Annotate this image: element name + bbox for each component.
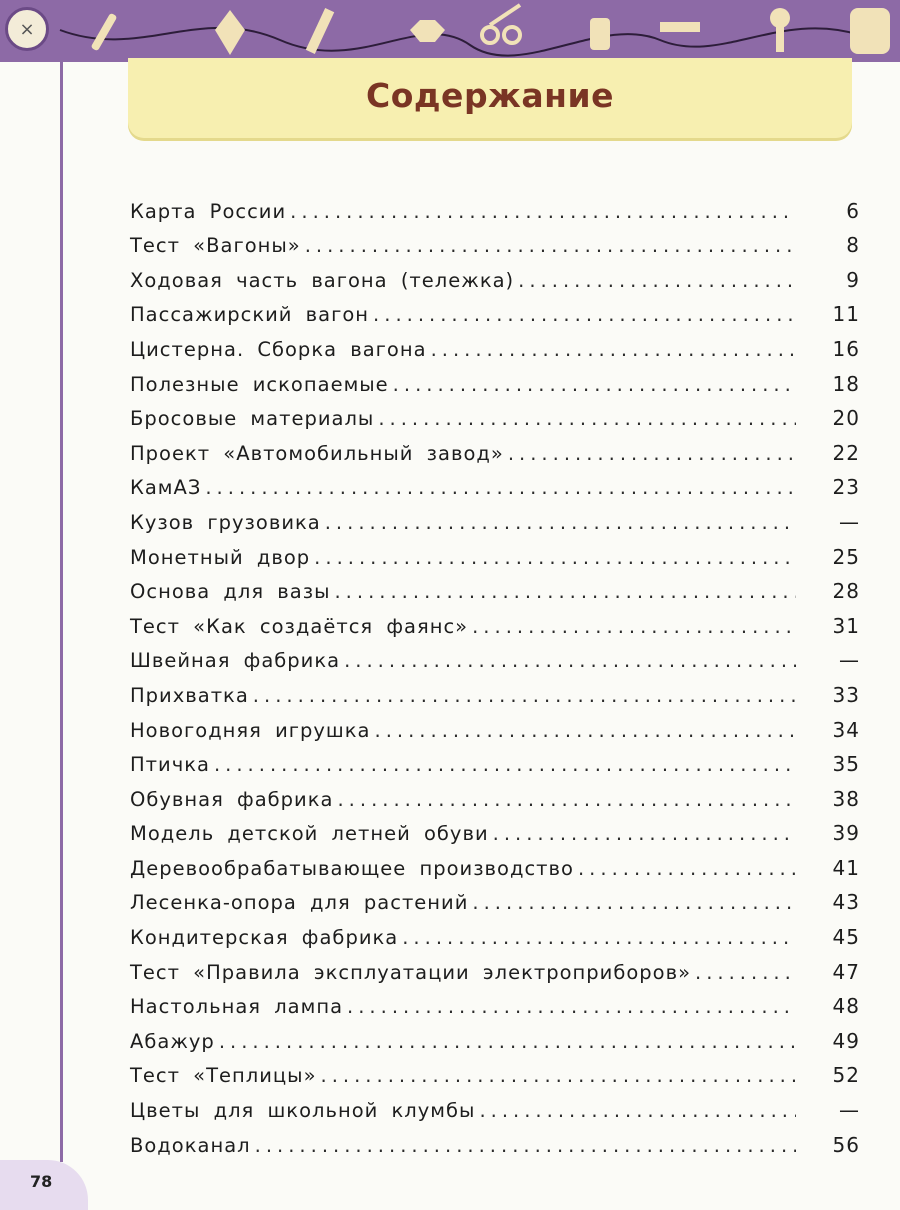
close-button[interactable] [5,7,49,51]
toc-leader-dots [305,234,796,257]
toc-leader-dots [472,891,796,914]
toc-page-number: 6 [846,198,860,223]
toc-row[interactable] [130,534,860,569]
toc-leader-dots [479,1099,796,1122]
toc-row[interactable] [130,430,860,465]
toc-page-number: 49 [832,1028,860,1053]
toc-leader-dots [219,1030,796,1053]
close-icon: × [19,18,35,40]
toc-page-number: 33 [832,682,860,707]
toc-leader-dots [337,788,796,811]
toc-leader-dots [578,857,796,880]
leaf-icon [215,10,245,55]
toc-row[interactable] [130,603,860,638]
toc-leader-dots [375,719,797,742]
toc-label: Прихватка [130,683,249,707]
toc-row[interactable] [130,292,860,327]
toc-row[interactable] [130,672,860,707]
toc-leader-dots [344,649,796,672]
toc-page-number: 11 [832,302,860,327]
toc-label: Абажур [130,1029,215,1053]
toc-label: Основа для вазы [130,580,331,604]
toc-page-number: 16 [832,336,860,361]
toc-leader-dots [518,269,796,292]
toc-leader-dots [402,926,796,949]
toc-row[interactable] [130,1087,860,1122]
toc-leader-dots [508,442,796,465]
toc-row[interactable] [130,776,860,811]
toc-leader-dots [314,546,796,569]
table-of-contents [130,188,860,1157]
toc-label: Птичка [130,753,210,777]
toc-row[interactable] [130,638,860,673]
scissors-icon [482,5,520,43]
toc-row[interactable] [130,465,860,500]
nut-icon [410,20,445,42]
toc-row[interactable] [130,361,860,396]
toc-row[interactable] [130,188,860,223]
toc-label: Тест «Теплицы» [130,1064,317,1088]
toc-label: Лесенка-опора для растений [130,891,469,915]
toc-row[interactable] [130,707,860,742]
toc-label: Проект «Автомобильный завод» [130,441,504,465]
toc-leader-dots [472,615,796,638]
toc-page-number: — [839,1098,860,1123]
toc-leader-dots [695,961,796,984]
toc-page-number: — [839,648,860,673]
toc-leader-dots [378,407,796,430]
toc-page-number: 48 [832,994,860,1019]
toc-row[interactable] [130,914,860,949]
page-number: 78 [30,1172,53,1191]
page-title: Содержание [366,76,614,115]
toc-label: Настольная лампа [130,995,344,1019]
toc-leader-dots [290,200,796,223]
toc-leader-dots [431,338,796,361]
toc-leader-dots [373,303,796,326]
toc-page-number: 39 [832,821,860,846]
toc-label: Монетный двор [130,545,311,569]
toc-leader-dots [334,580,796,603]
toc-label: Карта России [130,199,287,223]
toc-leader-dots [205,476,796,499]
toc-leader-dots [255,1134,796,1157]
toc-row[interactable] [130,326,860,361]
toc-label: Бросовые материалы [130,407,375,431]
brush-icon [91,13,118,52]
toc-page-number: 52 [832,1063,860,1088]
left-margin-rule [60,62,63,1162]
toc-label: Кузов грузовика [130,510,321,534]
toc-row[interactable] [130,742,860,777]
toc-page-number: 23 [832,475,860,500]
title-plate [128,58,852,138]
glue-icon [590,18,610,50]
header-decoration [0,0,900,62]
toc-label: Полезные ископаемые [130,372,389,396]
comb-icon [660,22,700,32]
toc-label: Тест «Правила эксплуатации электроприборов» [130,960,692,984]
pencil-icon [306,8,335,54]
toc-row[interactable] [130,984,860,1019]
toc-label: Модель детской летней обуви [130,822,489,846]
toc-label: Водоканал [130,1133,251,1157]
toc-leader-dots [493,822,796,845]
toc-leader-dots [325,511,796,534]
toc-page-number: 9 [846,267,860,292]
toc-page-number: 28 [832,579,860,604]
toc-page-number: 20 [832,406,860,431]
toc-leader-dots [393,373,796,396]
toc-leader-dots [253,684,796,707]
toc-label: Цветы для школьной клумбы [130,1099,476,1123]
toc-page-number: — [839,509,860,534]
toc-row[interactable] [130,499,860,534]
toc-row[interactable] [130,949,860,984]
toc-page-number: 45 [832,925,860,950]
toc-row[interactable] [130,1053,860,1088]
toc-page-number: 25 [832,544,860,569]
toc-label: Обувная фабрика [130,787,334,811]
toc-row[interactable] [130,396,860,431]
toc-label: Цистерна. Сборка вагона [130,337,427,361]
toc-row[interactable] [130,845,860,880]
toc-page-number: 47 [832,959,860,984]
toc-row[interactable] [130,811,860,846]
toc-page-number: 56 [832,1132,860,1157]
toc-label: Кондитерская фабрика [130,926,399,950]
toc-page-number: 31 [832,613,860,638]
toc-page-number: 22 [832,440,860,465]
toc-leader-dots [321,1064,796,1087]
toc-label: Швейная фабрика [130,649,341,673]
toc-row[interactable] [130,880,860,915]
toc-page-number: 38 [832,786,860,811]
toc-row[interactable] [130,1122,860,1157]
toc-leader-dots [347,995,796,1018]
toc-label: Деревообрабатывающее производство [130,856,574,880]
toc-page-number: 43 [832,890,860,915]
toc-page-number: 8 [846,233,860,258]
toc-label: КамАЗ [130,476,202,500]
toc-label: Ходовая часть вагона (тележка) [130,268,515,292]
toc-leader-dots [214,753,796,776]
toc-label: Тест «Как создаётся фаянс» [130,614,469,638]
toc-row[interactable] [130,223,860,258]
thread-spool-icon [850,8,890,54]
toc-row[interactable] [130,569,860,604]
toc-label: Пассажирский вагон [130,303,370,327]
toc-label: Новогодняя игрушка [130,718,371,742]
toc-page-number: 35 [832,752,860,777]
toc-row[interactable] [130,1018,860,1053]
toc-page-number: 34 [832,717,860,742]
toc-row[interactable] [130,257,860,292]
toc-page-number: 41 [832,855,860,880]
toc-page-number: 18 [832,371,860,396]
toc-label: Тест «Вагоны» [130,234,301,258]
